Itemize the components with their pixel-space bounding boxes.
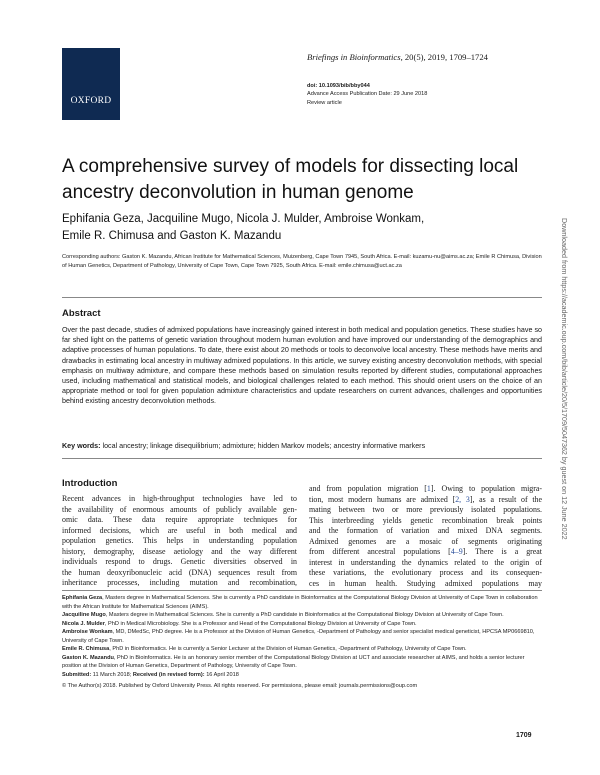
bio-text: , Masters degree in Mathematical Sciences. She is currently a PhD candidate in Bioinformatics at the Computational Biology Division at University of Cape Town.: [105, 612, 504, 618]
text-line: population genetics. This helps in understanding population: [62, 536, 297, 545]
introduction-right-column: [309, 484, 542, 589]
citation-link[interactable]: 1: [426, 484, 431, 493]
bio-name: Gaston K. Mazandu: [62, 654, 114, 661]
submitted-date: 11 March 2018;: [92, 671, 132, 678]
corresponding-authors: Corresponding authors: Gaston K. Mazandu, African Institute for Mathematical Sciences, Muizenberg, Cape Town 7945, South Africa. E-mail: kuzamu-nu@aims.ac.za; Emile R Chimusa, Division of Human Genetics, Department of Pathology, University of Cape Town, Cape Town 7925, South Africa. E-mail: emile.chimusa@uct.ac.za: [62, 254, 542, 269]
text-fragment: mating between two or more previously isolated populations.: [309, 505, 542, 514]
abstract-text: Over the past decade, studies of admixed populations have increasingly gained interest in both medical and population genetics. These studies have so far shed light on the patterns of genetic variation throughout modern human evolution and have improved our understanding of the demographics and adaptive processes of human populations. To date, there exist about 20 methods or tools to deconvolve local ancestry. These methods have merits and drawbacks in estimating local ancestry in multiway admixed populations. In this article, we survey existing ancestry deconvolution methods, with special emphasis on multiway admixture, and compare these methods based on simulation results reported by different studies, computational approaches used, including mathematical and statistical models, and biological challenges related to each method. This should orient users on the choice of an appropriate method or tool for given population admixture characteristics and update researchers on current advances, challenges and opportunities behind existing ancestry deconvolution methods.: [62, 326, 542, 406]
text-fragment: interest in understanding the dynamics related to the origin of: [309, 557, 542, 567]
text-fragment: ]. There is a great: [462, 547, 542, 556]
text-line: [309, 558, 542, 569]
introduction-left-column: [62, 494, 297, 589]
submitted-label: Submitted:: [62, 671, 92, 678]
introduction-heading: Introduction: [62, 478, 118, 489]
text-fragment: ]. Owing to population migra-: [430, 484, 542, 493]
bio-name: Emile R. Chimusa: [62, 646, 110, 652]
text-line: [309, 526, 542, 537]
bio-text: , PhD in Bioinformatics. He is an honorary senior member of the Computational Biology Division at UCT and associate researcher at AIMS, and holds a senior lecturer position at the Division of Human Genetics, Department of Pathology, University of Cape Town.: [62, 654, 525, 669]
author-biographies: [62, 594, 542, 679]
doi-block: [307, 82, 427, 107]
divider: [62, 458, 542, 459]
bio-text: , MD, DMedSc, PhD degree. He is a Professor at the Division of Human Genetics, -Department of Pathology and senior specialist medical geneticist, HPCSA MP0669810, University of Cape Town.: [62, 629, 535, 644]
text-line: omic data. These data require appropriate techniques for: [62, 515, 297, 524]
journal-name: Briefings in Bioinformatics: [307, 52, 401, 62]
text-line: [309, 547, 542, 558]
authors-line-2: Emile R. Chimusa and Gaston K. Mazandu: [62, 230, 282, 242]
keywords-label: Key words:: [62, 442, 101, 450]
divider: [62, 297, 542, 298]
bio-entry: [62, 594, 542, 611]
bio-text: , Masters degree in Mathematical Sciences. She is currently a PhD candidate in Bioinformatics at the Computational Biology Division at University of Cape Town in collaboration with the African Institute for Mathematical Sciences (AIMS).: [62, 595, 538, 610]
publication-date: Advance Access Publication Date: 29 June 2018: [307, 91, 428, 98]
text-line: the availability of enormous amounts of publicly available gen-: [62, 504, 297, 514]
text-line: Recent advances in high-throughput technologies have led to: [62, 494, 297, 503]
text-line: the human deoxyribonucleic acid (DNA) sequences result from: [62, 567, 297, 577]
oxford-logo: [62, 48, 120, 120]
revised-date: 16 April 2018: [206, 671, 239, 678]
keywords: [62, 441, 542, 451]
text-fragment: from different ancestral populations [: [309, 547, 451, 556]
oxford-logo-text: OXFORD: [70, 96, 112, 106]
bio-entry: [62, 620, 542, 629]
text-line: [309, 579, 542, 590]
bio-entry: [62, 654, 542, 671]
bio-name: Ephifania Geza: [62, 595, 103, 601]
bio-entry: [62, 645, 542, 654]
authors-line-1: Ephifania Geza, Jacquiline Mugo, Nicola J. Mulder, Ambroise Wonkam,: [62, 213, 425, 225]
bio-entry: [62, 628, 542, 645]
copyright-notice: © The Author(s) 2018. Published by Oxford University Press. All rights reserved. For permissions, please email: journals.permissions@oup.com: [62, 683, 418, 689]
citation-detail: , 20(5), 2019, 1709–1724: [400, 52, 488, 62]
bio-text: , PhD in Medical Microbiology. She is a Professor and Head of the Computational Biology Division at University of Cape Town.: [104, 620, 417, 627]
text-fragment: tion, most modern humans are admixed [: [309, 494, 456, 504]
download-watermark: Downloaded from https://academic.oup.com/bib/article/20/5/1709/5047362 by guest on 12 June 2022: [560, 218, 569, 540]
citation-link[interactable]: 2, 3: [455, 494, 470, 504]
text-fragment: ces in human health. Studying admixed populations may: [309, 578, 542, 588]
text-line: [309, 537, 542, 548]
text-fragment: and from population migration [: [309, 484, 427, 493]
citation-link[interactable]: 4–9: [450, 547, 463, 556]
text-fragment: Admixed genomes are a mosaic of segments originating: [309, 536, 542, 546]
footnote-divider: [62, 590, 542, 591]
text-line: [309, 516, 542, 527]
page-number: 1709: [516, 732, 532, 739]
text-fragment: and the formation of variation and mixed DNA segments.: [309, 526, 542, 535]
text-line: informed decisions, which are useful in both medical and: [62, 525, 297, 535]
journal-citation: [307, 52, 488, 62]
article-type: Review article: [307, 99, 342, 106]
text-line: [309, 505, 542, 516]
text-line: inheritance processes, including mutation and recombination,: [62, 578, 297, 587]
bio-entry: [62, 611, 542, 620]
keywords-text: local ancestry; linkage disequilibrium; admixture; hidden Markov models; ancestry informative markers: [102, 442, 426, 450]
abstract-heading: Abstract: [62, 308, 101, 319]
article-title: A comprehensive survey of models for dissecting local ancestry deconvolution in human genome: [62, 156, 519, 203]
author-list: [62, 211, 542, 245]
text-line: [309, 484, 542, 495]
revised-label: Received (in revised form):: [132, 671, 205, 678]
bio-name: Ambroise Wonkam: [62, 629, 113, 635]
text-line: history, demography, disease aetiology and the way different: [62, 546, 297, 556]
text-fragment: This interbreeding yields genetic recombination break points: [309, 515, 542, 525]
text-fragment: these variations, the evolutionary process and its consequen-: [309, 568, 542, 577]
doi[interactable]: doi: 10.1093/bib/bby044: [307, 83, 370, 89]
bio-name: Nicola J. Mulder: [62, 620, 105, 627]
bio-text: , PhD in Bioinformatics. He is currently a Senior Lecturer at the Division of Human Genetics, -Department of Pathology, University of Cape Town.: [109, 646, 467, 652]
submission-dates: [62, 671, 542, 680]
text-line: [309, 495, 542, 506]
bio-name: Jacquiline Mugo: [62, 612, 106, 618]
text-fragment: ], as a result of the: [469, 494, 542, 504]
text-line: [309, 568, 542, 579]
text-line: individuals respond to drugs. Genetic diversities observed in: [62, 557, 297, 566]
